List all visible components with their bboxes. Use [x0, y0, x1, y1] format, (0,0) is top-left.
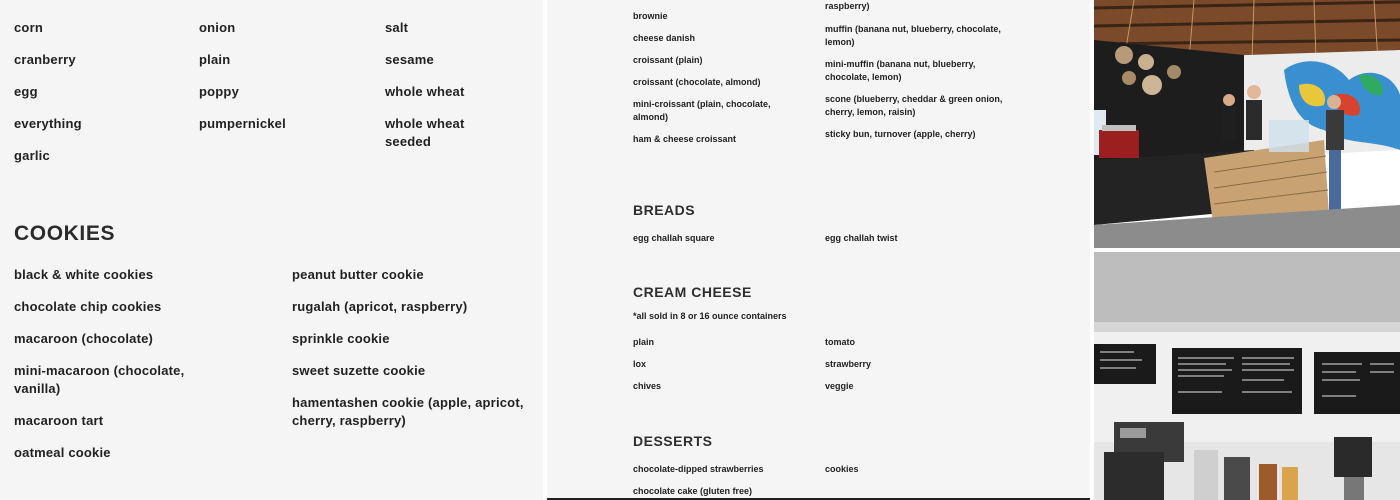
pastry-item: scone (blueberry, cheddar & green onion, cherry, lemon, raisin): [825, 94, 1003, 117]
section-heading-cookies: COOKIES: [14, 222, 116, 245]
cookie-item: chocolate chip cookies: [14, 299, 162, 314]
bread-item: egg challah square: [633, 233, 715, 243]
bagel-item: sesame: [385, 52, 434, 67]
section-heading-desserts: DESSERTS: [633, 433, 713, 449]
cookie-item: black & white cookies: [14, 267, 154, 282]
cookie-item: macaroon (chocolate): [14, 331, 154, 346]
bagel-item: whole wheat seeded: [385, 116, 465, 149]
bagel-item: corn: [14, 20, 43, 35]
cream-cheese-item: tomato: [825, 337, 855, 347]
bagel-item: onion: [199, 20, 236, 35]
bagel-item: cranberry: [14, 52, 76, 67]
pastry-item: ham & cheese croissant: [633, 134, 737, 144]
bagel-item: egg: [14, 84, 38, 99]
cookie-item: rugalah (apricot, raspberry): [292, 299, 468, 314]
pastry-item: mini-croissant (plain, chocolate, almond): [633, 99, 771, 122]
pastry-item: mini-muffin (banana nut, blueberry, chocolate, lemon): [825, 59, 976, 82]
bagel-item: everything: [14, 116, 82, 131]
bagel-item: plain: [199, 52, 231, 67]
cream-cheese-item: lox: [633, 359, 647, 369]
menu-board-photo: [1094, 252, 1400, 500]
bagel-item: pumpernickel: [199, 116, 286, 131]
dessert-item: chocolate-dipped strawberries: [633, 464, 764, 474]
dessert-item: chocolate cake (gluten free): [633, 486, 753, 496]
cream-cheese-item: chives: [633, 381, 662, 391]
pastry-item: sticky bun, turnover (apple, cherry): [825, 129, 976, 139]
pastry-item: brownie: [633, 11, 668, 21]
cutoff-text: [14, 0, 54, 2]
cookie-item: sweet suzette cookie: [292, 363, 426, 378]
bagel-item: garlic: [14, 148, 50, 163]
photo-panel: [1094, 0, 1400, 500]
cookie-item: peanut butter cookie: [292, 267, 424, 282]
menu-panel-left: [0, 0, 543, 500]
bagel-item: whole wheat: [385, 84, 465, 99]
section-heading-breads: BREADS: [633, 202, 696, 218]
cream-cheese-item: veggie: [825, 381, 854, 391]
pastry-item: muffin (banana nut, blueberry, chocolate, lemon): [825, 24, 1001, 47]
bread-item: egg challah twist: [825, 233, 898, 243]
cream-cheese-note: *all sold in 8 or 16 ounce containers: [633, 311, 787, 321]
bakery-interior-photo: [1094, 0, 1400, 248]
cream-cheese-item: strawberry: [825, 359, 872, 369]
pastry-item: raspberry): [825, 1, 870, 11]
cookie-item: sprinkle cookie: [292, 331, 390, 346]
section-heading-cream-cheese: CREAM CHEESE: [633, 284, 752, 300]
cookie-item: oatmeal cookie: [14, 445, 111, 460]
cookie-item: mini-macaroon (chocolate, vanilla): [14, 363, 185, 396]
menu-panel-middle: [547, 0, 1090, 500]
bagel-item: poppy: [199, 84, 239, 99]
pastry-item: croissant (chocolate, almond): [633, 77, 761, 87]
pastry-item: cheese danish: [633, 33, 696, 43]
dessert-item: cookies: [825, 464, 859, 474]
cream-cheese-item: plain: [633, 337, 655, 347]
cookie-item: macaroon tart: [14, 413, 104, 428]
pastry-item: croissant (plain): [633, 55, 703, 65]
cookie-item: hamentashen cookie (apple, apricot, cherry, raspberry): [292, 395, 524, 428]
bagel-item: salt: [385, 20, 409, 35]
